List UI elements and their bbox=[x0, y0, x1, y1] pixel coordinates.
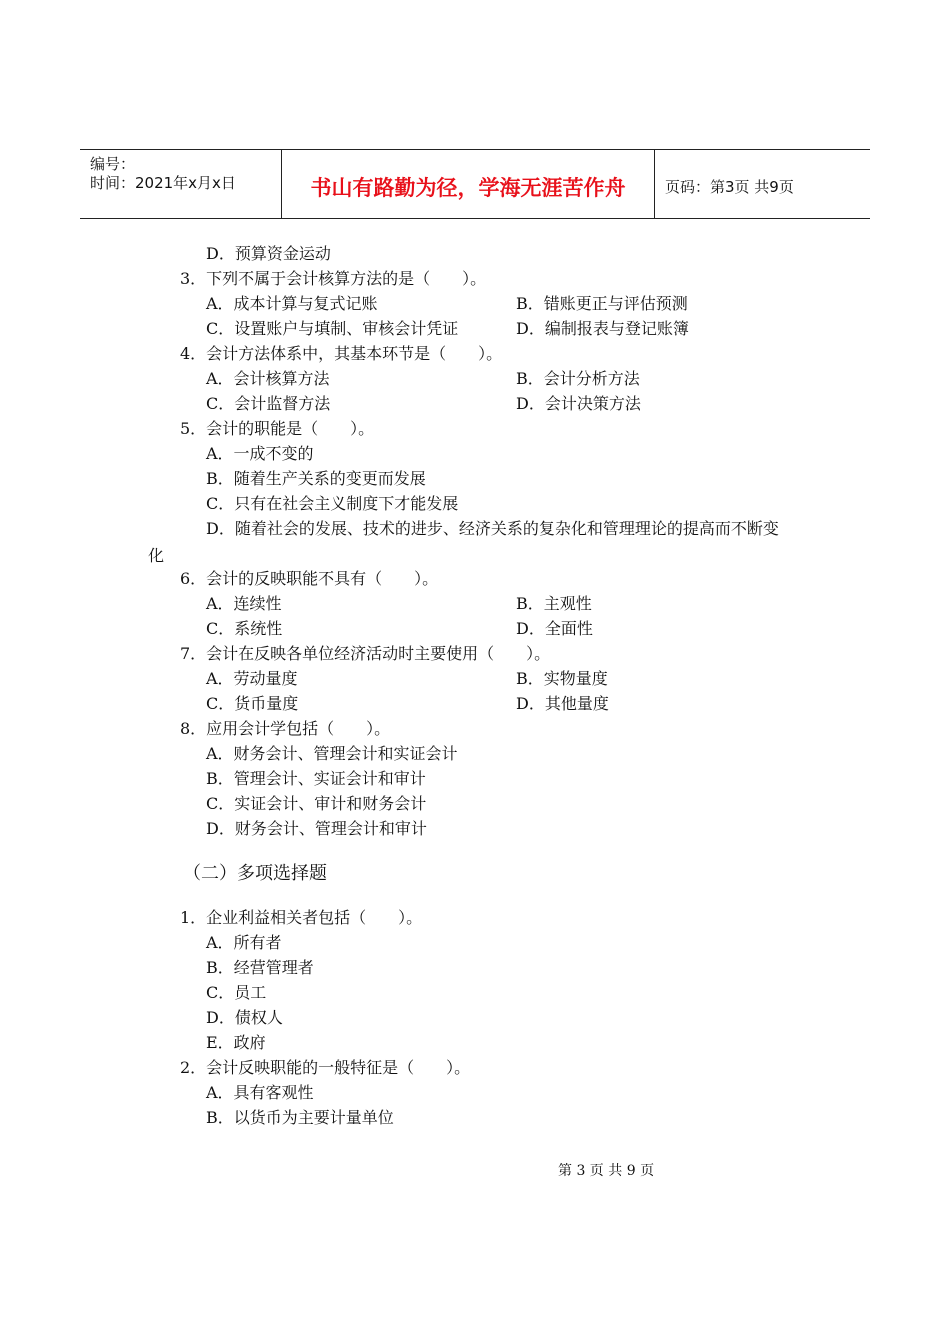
option-line: B．经营管理者 bbox=[206, 958, 314, 977]
page-footer: 第 3 页 共 9 页 bbox=[558, 1163, 655, 1179]
option-line: A．所有者 bbox=[206, 933, 282, 952]
option-line: A．连续性 bbox=[206, 594, 282, 613]
question-line: 6．会计的反映职能不具有（ ）。 bbox=[180, 569, 439, 588]
option-line-continuation: 化 bbox=[148, 546, 165, 565]
option-line: B．随着生产关系的变更而发展 bbox=[206, 469, 426, 488]
option-line: C．员工 bbox=[206, 983, 267, 1002]
option-line: C．实证会计、审计和财务会计 bbox=[206, 794, 427, 813]
option-line: B．主观性 bbox=[516, 594, 592, 613]
question-line: 8．应用会计学包括（ ）。 bbox=[180, 719, 391, 738]
question-line: 4．会计方法体系中，其基本环节是（ ）。 bbox=[180, 344, 503, 363]
option-line: A．会计核算方法 bbox=[206, 369, 330, 388]
date-label: 时间：2021年x月x日 bbox=[90, 174, 236, 192]
option-line: A．一成不变的 bbox=[206, 444, 314, 463]
option-line: C．设置账户与填制、审核会计凭证 bbox=[206, 319, 459, 338]
page-label: 页码：第3页 共9页 bbox=[665, 178, 794, 196]
option-line: D．编制报表与登记账簿 bbox=[516, 319, 689, 338]
option-line: D．随着社会的发展、技术的进步、经济关系的复杂化和管理理论的提高而不断变 bbox=[206, 519, 779, 538]
header-right-cell bbox=[655, 150, 870, 218]
option-line: A．成本计算与复式记账 bbox=[206, 294, 378, 313]
question-line: 1．企业利益相关者包括（ ）。 bbox=[180, 908, 423, 927]
header-left-cell bbox=[80, 150, 282, 218]
option-line: D．债权人 bbox=[206, 1008, 283, 1027]
option-line: D．会计决策方法 bbox=[516, 394, 641, 413]
option-line: A．具有客观性 bbox=[206, 1083, 314, 1102]
number-label: 编号： bbox=[90, 155, 136, 173]
option-line: A．财务会计、管理会计和实证会计 bbox=[206, 744, 458, 763]
option-line: B．错账更正与评估预测 bbox=[516, 294, 688, 313]
question-line: 2．会计反映职能的一般特征是（ ）。 bbox=[180, 1058, 471, 1077]
option-line: D．全面性 bbox=[516, 619, 593, 638]
option-line: C．货币量度 bbox=[206, 694, 299, 713]
option-line: D．其他量度 bbox=[516, 694, 609, 713]
question-line: 5．会计的职能是（ ）。 bbox=[180, 419, 375, 438]
option-line: B．以货币为主要计量单位 bbox=[206, 1108, 394, 1127]
section-heading: （二）多项选择题 bbox=[183, 863, 327, 884]
option-line: B．实物量度 bbox=[516, 669, 608, 688]
option-line: C．会计监督方法 bbox=[206, 394, 331, 413]
option-line: E．政府 bbox=[206, 1033, 266, 1052]
header-table bbox=[80, 149, 870, 219]
header-middle-cell bbox=[282, 150, 655, 218]
option-line: D．预算资金运动 bbox=[206, 244, 331, 263]
question-line: 7．会计在反映各单位经济活动时主要使用（ ）。 bbox=[180, 644, 551, 663]
option-line: D．财务会计、管理会计和审计 bbox=[206, 819, 427, 838]
option-line: B．管理会计、实证会计和审计 bbox=[206, 769, 426, 788]
option-line: B．会计分析方法 bbox=[516, 369, 640, 388]
option-line: C．只有在社会主义制度下才能发展 bbox=[206, 494, 459, 513]
option-line: A．劳动量度 bbox=[206, 669, 298, 688]
option-line: C．系统性 bbox=[206, 619, 283, 638]
motto-text: 书山有路勤为径，学海无涯苦作舟 bbox=[310, 176, 626, 200]
question-line: 3．下列不属于会计核算方法的是（ ）。 bbox=[180, 269, 487, 288]
